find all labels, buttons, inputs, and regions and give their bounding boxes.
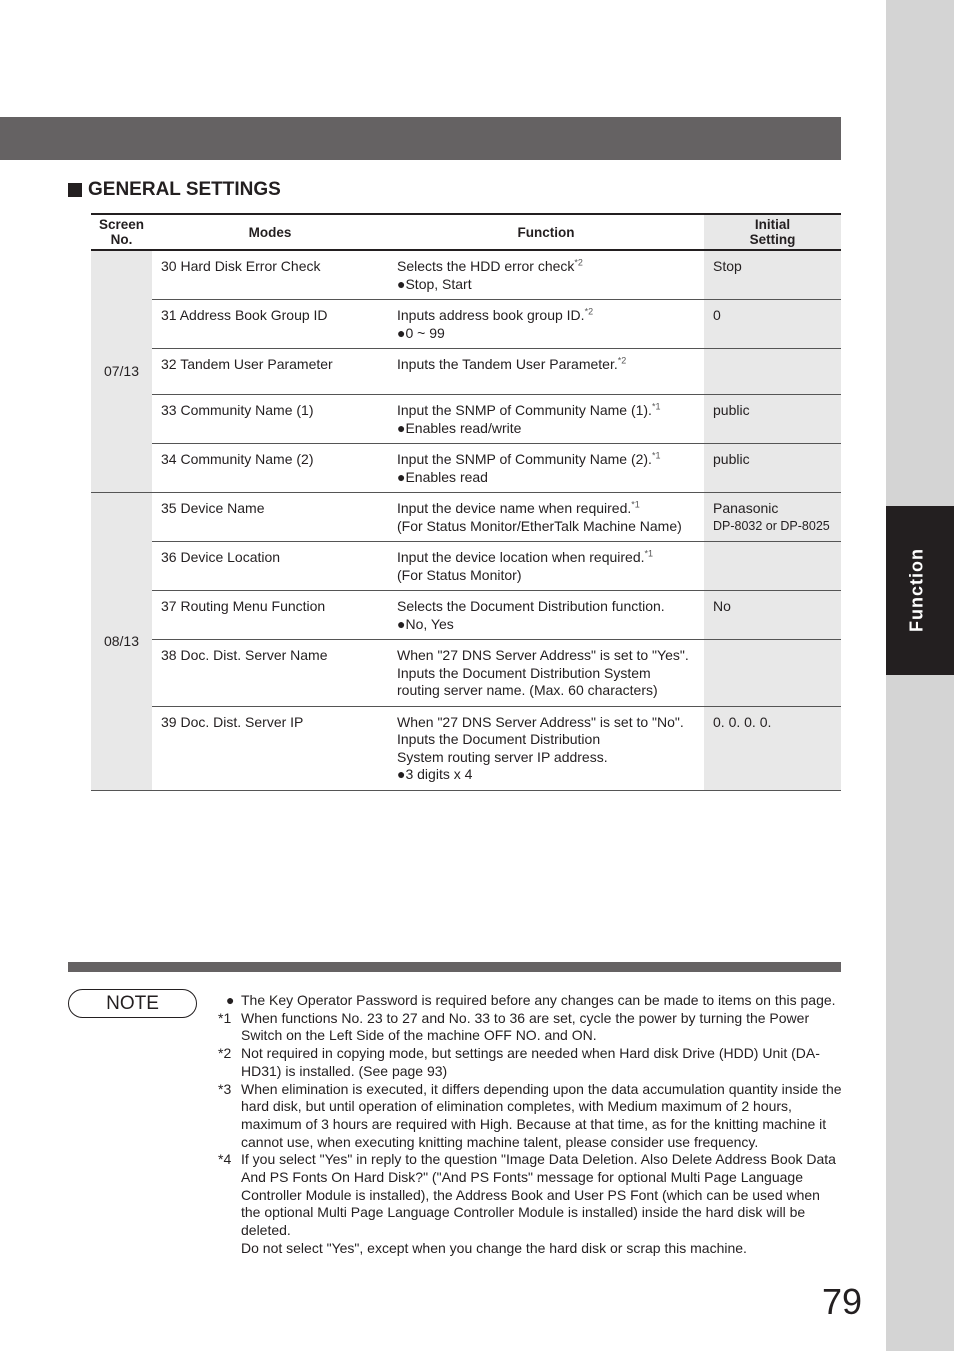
mode-cell: 31 Address Book Group ID <box>152 300 388 349</box>
option-values: 3 digits x 4 <box>405 766 473 782</box>
note-text: Do not select "Yes", except when you change the hard disk or scrap this machine. <box>241 1239 747 1256</box>
side-tab-label: Function <box>906 548 927 632</box>
header-function: Function <box>388 214 704 250</box>
function-cell <box>388 493 704 542</box>
function-cell <box>388 250 704 300</box>
screen-number-cell: 08/13 <box>91 493 152 791</box>
mode-cell: 34 Community Name (2) <box>152 444 388 493</box>
mode-cell: 37 Routing Menu Function <box>152 591 388 640</box>
note-marker <box>218 1240 241 1258</box>
mode-cell: 35 Device Name <box>152 493 388 542</box>
initial-value: 0 <box>713 307 721 323</box>
note-text: If you select "Yes" in reply to the question "Image Data Deletion. Also Delete Address Book Data And PS Fonts On Hard Disk?" ("And PS Fonts" message for optional Multi Page Language Controller Module is installed), the Address Book and User PS Font (which can be used when the optional Multi Page Language Controller Module is installed) inside the hard disk will be deleted. <box>241 1151 836 1239</box>
footnote-mark: *2 <box>574 257 583 268</box>
initial-setting-cell <box>704 395 841 444</box>
note-text: The Key Operator Password is required before any changes can be made to items on this page. <box>241 992 836 1008</box>
table-row <box>91 706 841 790</box>
square-bullet-icon <box>68 183 82 197</box>
bullet-icon: ● <box>397 324 406 341</box>
function-text: System routing server IP address. <box>397 748 608 765</box>
function-text: Inputs the Document Distribution <box>397 731 601 747</box>
bullet-icon: ● <box>397 275 406 292</box>
function-cell <box>388 591 704 640</box>
header-initial-setting: Initial Setting <box>704 214 841 250</box>
page-number: 79 <box>822 1281 863 1322</box>
function-cell <box>388 395 704 444</box>
footnote-mark: *1 <box>651 401 661 412</box>
bullet-icon: ● <box>397 419 406 436</box>
option-values: Enables read <box>405 468 488 485</box>
table-row <box>91 542 841 591</box>
function-text: Inputs address book group ID. <box>397 307 585 323</box>
note-item <box>218 1045 843 1080</box>
note-item <box>218 992 843 1010</box>
header-modes: Modes <box>152 214 388 250</box>
function-text: When "27 DNS Server Address" is set to "No". <box>397 713 684 730</box>
function-text: Selects the Document Distribution function. <box>397 598 665 614</box>
table-row <box>91 493 841 542</box>
function-cell <box>388 706 704 790</box>
function-cell <box>388 300 704 349</box>
mode-cell: 38 Doc. Dist. Server Name <box>152 640 388 707</box>
function-text: When "27 DNS Server Address" is set to "Yes". <box>397 647 689 663</box>
table-row <box>91 591 841 640</box>
option-values: 0 ~ 99 <box>405 324 445 341</box>
initial-setting-cell <box>704 250 841 300</box>
note-text: When elimination is executed, it differs depending upon the data accumulation quantity inside the hard disk, but until operation of elimination completes, with Medium maximum of 2 hours, maximum of 3 hours are required with High. Because at that time, as for the knitting machine it cannot use, when executing knitting machine talent, please consider use frequency. <box>241 1080 842 1150</box>
function-text: (For Status Monitor/EtherTalk Machine Name) <box>397 517 682 534</box>
initial-value: public <box>713 402 750 418</box>
table-row <box>91 349 841 395</box>
initial-setting-cell <box>704 640 841 707</box>
table-row <box>91 444 841 493</box>
function-text: Inputs the Document Distribution System <box>397 664 651 681</box>
initial-setting-cell <box>704 706 841 790</box>
table-row <box>91 250 841 300</box>
table-row <box>91 395 841 444</box>
initial-setting-cell <box>704 493 841 542</box>
note-text: When functions No. 23 to 27 and No. 33 to 36 are set, cycle the power by turning the Power Switch on the Left Side of the machine OFF NO. and ON. <box>241 1009 810 1044</box>
initial-value: No <box>713 598 731 614</box>
mode-cell: 30 Hard Disk Error Check <box>152 250 388 300</box>
initial-setting-cell <box>704 349 841 395</box>
settings-table <box>91 213 841 791</box>
initial-setting-cell <box>704 591 841 640</box>
function-text: Input the device name when required. <box>397 500 632 516</box>
note-marker: *2 <box>218 1045 232 1062</box>
section-heading <box>68 179 281 201</box>
initial-value: 0. 0. 0. 0. <box>713 713 772 730</box>
function-cell <box>388 640 704 707</box>
table-row <box>91 300 841 349</box>
table-row <box>91 640 841 707</box>
note-marker: ● <box>226 992 235 1008</box>
initial-setting-cell <box>704 444 841 493</box>
note-marker: *1 <box>218 1009 232 1026</box>
note-item <box>218 1240 843 1258</box>
function-text: Input the SNMP of Community Name (2). <box>397 451 652 467</box>
mode-cell: 32 Tandem User Parameter <box>152 349 388 395</box>
footnote-mark: *1 <box>644 548 654 559</box>
initial-value: Stop <box>713 258 742 274</box>
bullet-icon: ● <box>397 766 406 782</box>
header-bar <box>0 117 841 160</box>
option-values: No, Yes <box>405 615 454 632</box>
footnote-mark: *1 <box>631 499 640 510</box>
note-item <box>218 1081 843 1152</box>
note-text: Not required in copying mode, but settings are needed when Hard disk Drive (HDD) Unit (DA-HD31) is installed. (See page 93) <box>241 1045 820 1079</box>
function-text: Selects the HDD error check <box>397 258 575 274</box>
note-list <box>218 992 843 1258</box>
function-text: routing server name. (Max. 60 characters) <box>397 682 658 698</box>
section-title: GENERAL SETTINGS <box>88 179 281 200</box>
note-item <box>218 1151 843 1240</box>
footnote-mark: *2 <box>584 306 594 317</box>
function-cell <box>388 349 704 395</box>
initial-setting-cell <box>704 542 841 591</box>
initial-value: Panasonic <box>713 500 779 516</box>
initial-setting-cell <box>704 300 841 349</box>
note-marker: *4 <box>218 1151 232 1168</box>
mode-cell: 33 Community Name (1) <box>152 395 388 444</box>
note-label: NOTE <box>68 989 197 1018</box>
table-header-row <box>91 214 841 250</box>
option-values: Enables read/write <box>405 419 522 436</box>
footnote-mark: *2 <box>617 355 627 366</box>
header-screen-no: Screen No. <box>91 214 152 250</box>
function-text: Input the device location when required. <box>397 549 645 565</box>
bullet-icon: ● <box>397 468 406 485</box>
initial-value: public <box>713 451 750 467</box>
note-divider-bar <box>68 962 841 972</box>
note-item <box>218 1010 843 1045</box>
screen-number-cell: 07/13 <box>91 250 152 493</box>
function-text: Inputs the Tandem User Parameter. <box>397 356 618 372</box>
mode-cell: 36 Device Location <box>152 542 388 591</box>
bullet-icon: ● <box>397 615 406 632</box>
footnote-mark: *1 <box>651 450 661 461</box>
initial-value-detail: DP-8032 or DP-8025 <box>713 518 830 533</box>
function-cell <box>388 444 704 493</box>
mode-cell: 39 Doc. Dist. Server IP <box>152 706 388 790</box>
right-margin-strip <box>886 0 954 1351</box>
function-cell <box>388 542 704 591</box>
note-marker: *3 <box>218 1080 232 1097</box>
option-values: Stop, Start <box>405 275 472 292</box>
function-text: (For Status Monitor) <box>397 566 522 583</box>
function-text: Input the SNMP of Community Name (1). <box>397 402 652 418</box>
